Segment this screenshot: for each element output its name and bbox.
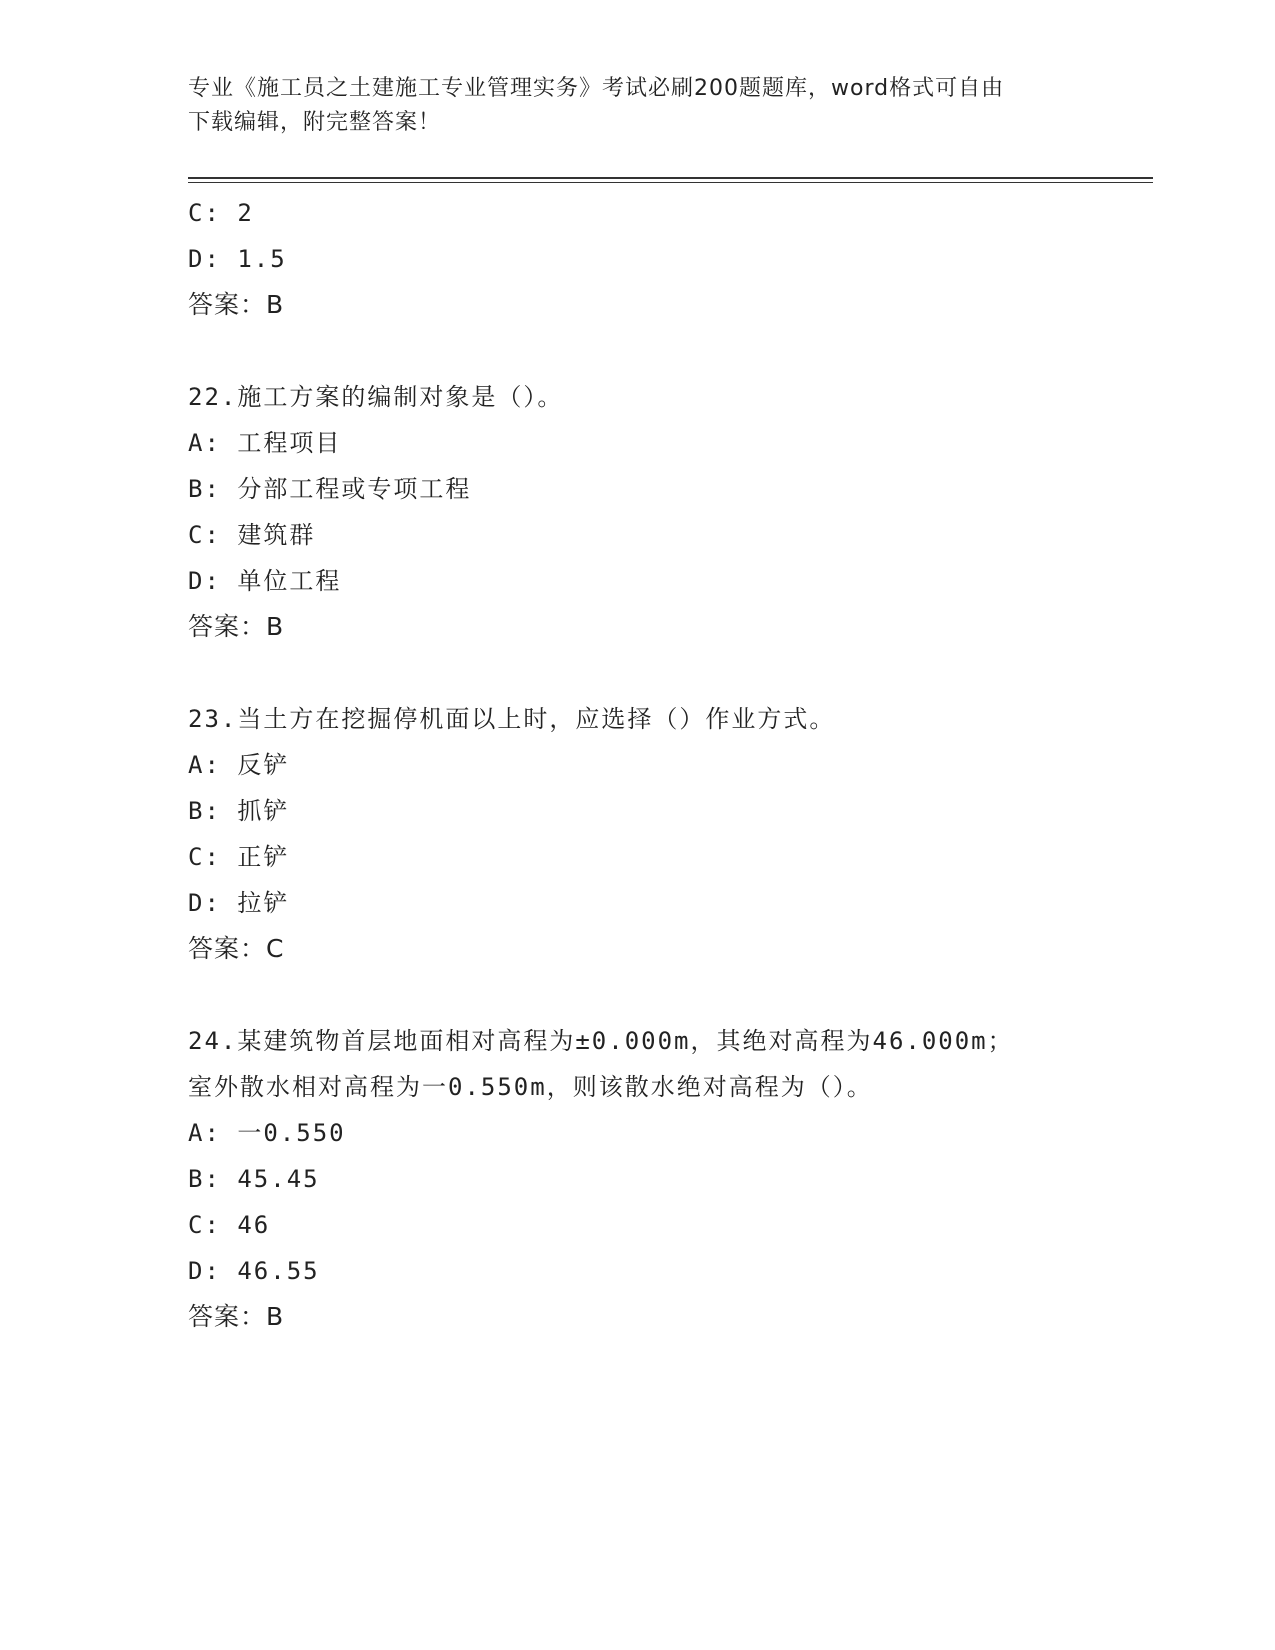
header-rule-thin	[188, 182, 1153, 183]
option-a: A: 反铲	[188, 751, 290, 779]
option-d: D: 单位工程	[188, 567, 342, 595]
question-stem: 22.施工方案的编制对象是（）。	[188, 383, 564, 411]
spacer	[188, 650, 1153, 696]
document-header	[188, 72, 1088, 140]
question-23	[188, 696, 1153, 972]
spacer	[188, 328, 1153, 374]
option-b: B: 抓铲	[188, 797, 290, 825]
option-b: B: 45.45	[188, 1165, 320, 1193]
spacer	[188, 972, 1153, 1018]
option-c: C: 正铲	[188, 843, 290, 871]
header-rule-thick	[188, 177, 1153, 179]
option-c: C: 建筑群	[188, 521, 316, 549]
previous-question-tail	[188, 190, 1153, 328]
question-stem: 23.当土方在挖掘停机面以上时，应选择（）作业方式。	[188, 705, 836, 733]
document-body	[188, 190, 1153, 1340]
header-line-2: 下载编辑，附完整答案！	[188, 110, 442, 135]
question-24	[188, 1018, 1153, 1340]
answer: 答案：B	[188, 290, 285, 319]
question-stem: 24.某建筑物首层地面相对高程为±0.000m，其绝对高程为46.000m；	[188, 1027, 1014, 1055]
option-b: B: 分部工程或专项工程	[188, 475, 472, 503]
option-a: A: 工程项目	[188, 429, 342, 457]
answer: 答案：B	[188, 1302, 285, 1331]
option-d: D: 拉铲	[188, 889, 290, 917]
option-c: C: 46	[188, 1211, 271, 1239]
option-a: A: 一0.550	[188, 1119, 346, 1147]
answer: 答案：B	[188, 612, 285, 641]
question-stem-continued: 室外散水相对高程为一0.550m，则该散水绝对高程为（）。	[188, 1073, 873, 1101]
header-line-1: 专业《施工员之土建施工专业管理实务》考试必刷200题题库，word格式可自由	[188, 76, 1005, 101]
answer: 答案：C	[188, 934, 285, 963]
option-d: D: 1.5	[188, 245, 287, 273]
question-22	[188, 374, 1153, 650]
option-c: C: 2	[188, 199, 254, 227]
option-d: D: 46.55	[188, 1257, 320, 1285]
